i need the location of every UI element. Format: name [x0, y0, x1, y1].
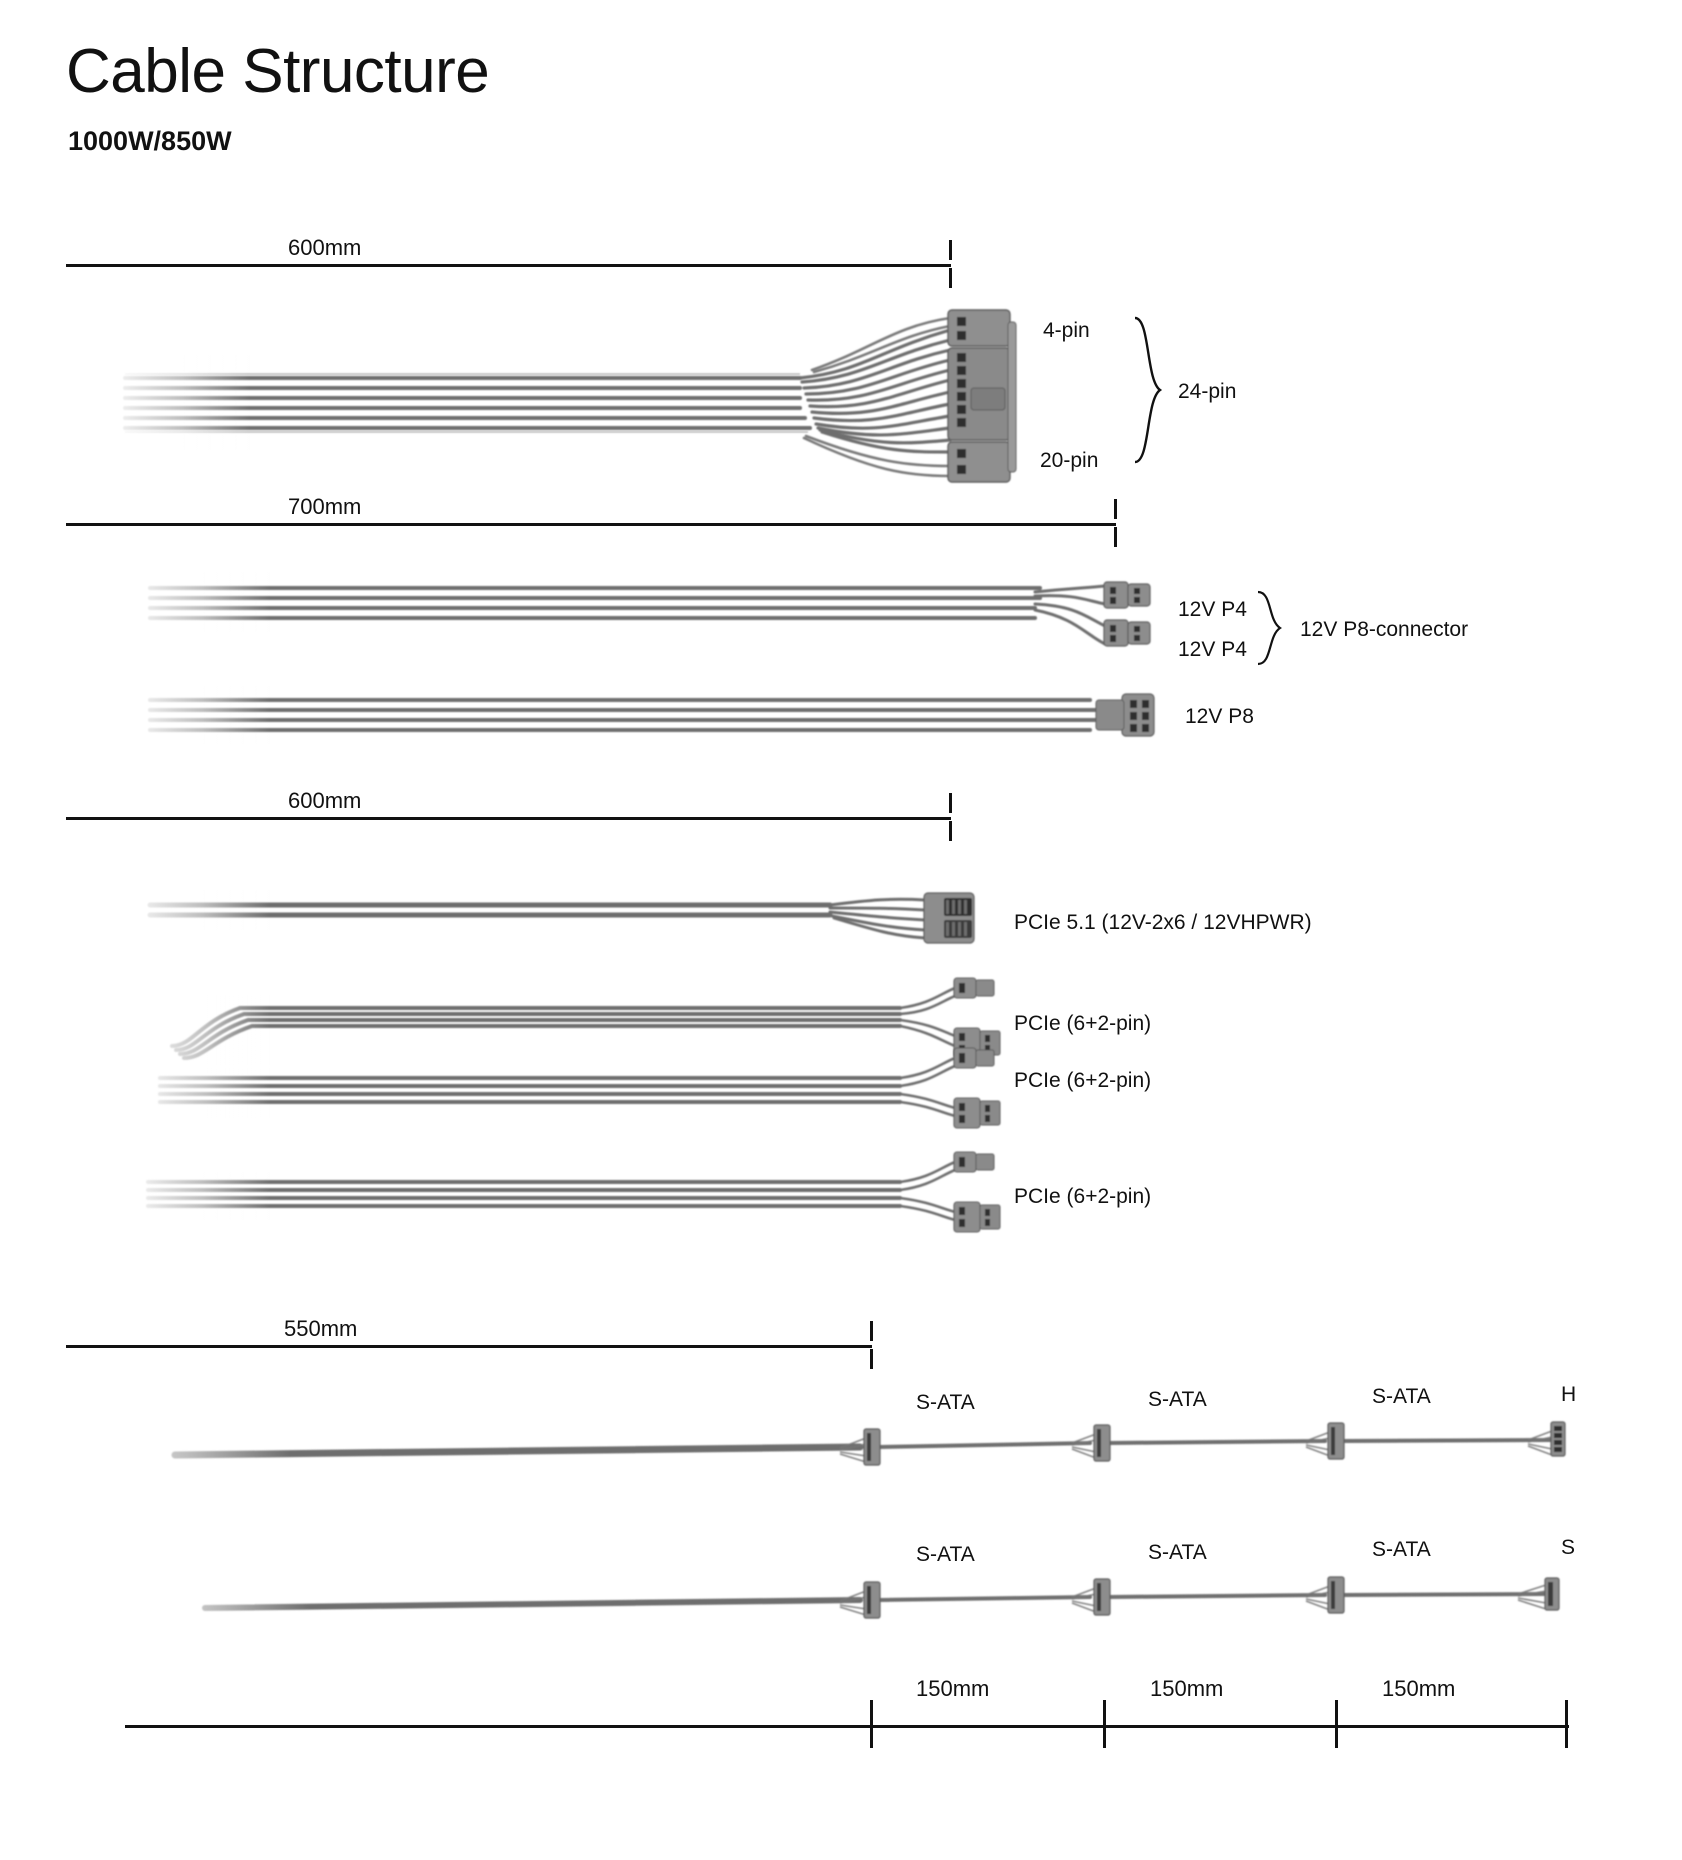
- dim-tick-atx-a: [949, 240, 952, 260]
- label-sata-r1-c1: S-ATA: [916, 1391, 975, 1414]
- dim-label-pcie: 600mm: [288, 788, 362, 813]
- sata-cable-row2-art: [205, 1577, 1559, 1618]
- label-12v-p8-connector: 12V P8-connector: [1300, 618, 1469, 641]
- label-sata-r1-c2: S-ATA: [1148, 1388, 1207, 1411]
- dim-line-bottom: [125, 1725, 1569, 1728]
- dim-tick-atx-b: [949, 268, 952, 288]
- label-pcie-c: PCIe (6+2-pin): [1014, 1185, 1152, 1208]
- pcie51-cable-art: [150, 893, 974, 943]
- label-4-pin: 4-pin: [1043, 319, 1090, 342]
- dim-label-seg-1: 150mm: [916, 1676, 990, 1701]
- dim-tick-seg-3: [1335, 1700, 1338, 1748]
- dim-label-seg-2: 150mm: [1150, 1676, 1224, 1701]
- dim-line-atx: [66, 264, 951, 267]
- dim-tick-seg-4: [1565, 1700, 1568, 1748]
- label-pcie-51: PCIe 5.1 (12V-2x6 / 12VHPWR): [1014, 911, 1312, 934]
- dim-label-eps: 700mm: [288, 494, 362, 519]
- dim-tick-sata-b: [870, 1349, 873, 1369]
- label-12v-p8: 12V P8: [1185, 705, 1254, 728]
- page-subtitle: 1000W/850W: [68, 126, 232, 156]
- label-12v-p4-bottom: 12V P4: [1178, 638, 1247, 661]
- dim-line-pcie: [66, 817, 951, 820]
- brace-24pin: [1135, 318, 1160, 462]
- dim-line-sata: [66, 1345, 872, 1348]
- label-pcie-a: PCIe (6+2-pin): [1014, 1012, 1152, 1035]
- eps-p8-cable-art: [150, 694, 1154, 736]
- label-sata-r2-c3: S-ATA: [1372, 1538, 1431, 1561]
- label-pcie-b: PCIe (6+2-pin): [1014, 1069, 1152, 1092]
- dim-tick-eps-b: [1114, 527, 1117, 547]
- sata-cable-row1-art: [175, 1422, 1565, 1465]
- label-sata-r1-c3: S-ATA: [1372, 1385, 1431, 1408]
- atx-cable-art: [125, 310, 1016, 482]
- label-sata-r2-c1: S-ATA: [916, 1543, 975, 1566]
- label-12v-p4-top: 12V P4: [1178, 598, 1247, 621]
- brace-p8-connector: [1258, 592, 1280, 664]
- dim-tick-seg-1: [870, 1700, 873, 1748]
- dim-label-atx: 600mm: [288, 235, 362, 260]
- label-sata-r2-c2: S-ATA: [1148, 1541, 1207, 1564]
- eps-p4p4-cable-art: [150, 582, 1150, 646]
- label-24-pin: 24-pin: [1178, 380, 1237, 403]
- label-20-pin: 20-pin: [1040, 449, 1099, 472]
- label-sata-r1-c4: H: [1561, 1383, 1577, 1406]
- dim-label-sata: 550mm: [284, 1316, 358, 1341]
- dim-line-eps: [66, 523, 1116, 526]
- dim-tick-eps-a: [1114, 499, 1117, 519]
- dim-label-seg-3: 150mm: [1382, 1676, 1456, 1701]
- dim-tick-pcie-a: [949, 793, 952, 813]
- pcie-cable-a-art: [172, 978, 1000, 1058]
- dim-tick-sata-a: [870, 1321, 873, 1341]
- dim-tick-seg-2: [1103, 1700, 1106, 1748]
- dim-tick-pcie-b: [949, 821, 952, 841]
- page-title: Cable Structure: [66, 37, 490, 106]
- pcie-cable-c-art: [148, 1152, 1000, 1232]
- label-sata-r2-c4: S: [1561, 1536, 1576, 1559]
- pcie-cable-b-art: [160, 1048, 1000, 1128]
